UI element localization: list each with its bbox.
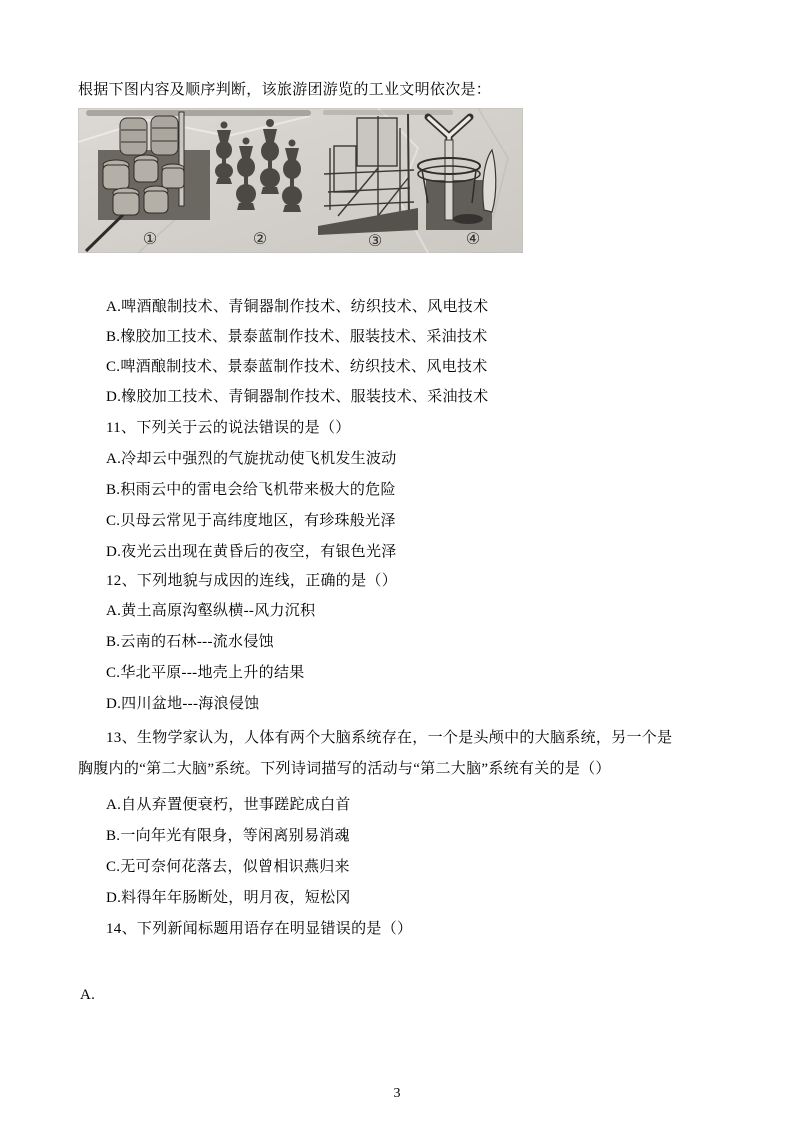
q10-option-c: C.啤酒酿制技术、景泰蓝制作技术、纺织技术、风电技术	[106, 359, 488, 375]
figure-label-1: ①	[142, 231, 158, 248]
q13-option-d: D.料得年年肠断处，明月夜，短松冈	[106, 890, 351, 906]
q11-option-d: D.夜光云出现在黄昏后的夜空，有银色光泽	[106, 544, 397, 560]
q12-option-a: A.黄土高原沟壑纵横--风力沉积	[106, 603, 316, 619]
page-number: 3	[393, 1086, 401, 1101]
q10-option-b: B.橡胶加工技术、景泰蓝制作技术、服装技术、采油技术	[106, 329, 488, 345]
q13-stem-line1: 13、生物学家认为，人体有两个大脑系统存在，一个是头颅中的大脑系统，另一个是	[106, 730, 673, 746]
q13-stem-line2: 胸腹内的“第二大脑”系统。下列诗词描写的活动与“第二大脑”系统有关的是（）	[78, 761, 611, 777]
q11-option-c: C.贝母云常见于高纬度地区，有珍珠般光泽	[106, 513, 396, 529]
q12-option-b: B.云南的石林---流水侵蚀	[106, 634, 274, 650]
q11-option-b: B.积雨云中的雷电会给飞机带来极大的危险	[106, 482, 396, 498]
q14-stem: 14、下列新闻标题用语存在明显错误的是（）	[106, 921, 413, 937]
smudged-text-strip	[86, 110, 311, 116]
q11-stem: 11、下列关于云的说法错误的是（）	[106, 420, 351, 436]
q13-option-c: C.无可奈何花落去，似曾相识燕归来	[106, 859, 350, 875]
q11-option-a: A.冷却云中强烈的气旋扰动使飞机发生波动	[106, 451, 397, 467]
industrial-civilizations-illustration	[78, 108, 523, 253]
question10-intro-line: 根据下图内容及顺序判断，该旅游团游览的工业文明依次是：	[78, 82, 492, 98]
q13-option-b: B.一向年光有限身，等闲离别易消魂	[106, 828, 350, 844]
q12-stem: 12、下列地貌与成因的连线，正确的是（）	[106, 573, 398, 589]
figure-label-4: ④	[465, 231, 481, 248]
q14-option-a-label: A.	[80, 987, 96, 1003]
q12-option-d: D.四川盆地---海浪侵蚀	[106, 696, 260, 712]
figure-label-2: ②	[252, 231, 268, 248]
q10-option-a: A.啤酒酿制技术、青铜器制作技术、纺织技术、风电技术	[106, 299, 489, 315]
question10-figure-image	[78, 108, 523, 253]
q13-option-a: A.自从弃置便衰朽，世事蹉跎成白首	[106, 797, 351, 813]
figure-label-3: ③	[367, 233, 383, 250]
q12-option-c: C.华北平原---地壳上升的结果	[106, 665, 305, 681]
q10-option-d: D.橡胶加工技术、青铜器制作技术、服装技术、采油技术	[106, 389, 489, 405]
